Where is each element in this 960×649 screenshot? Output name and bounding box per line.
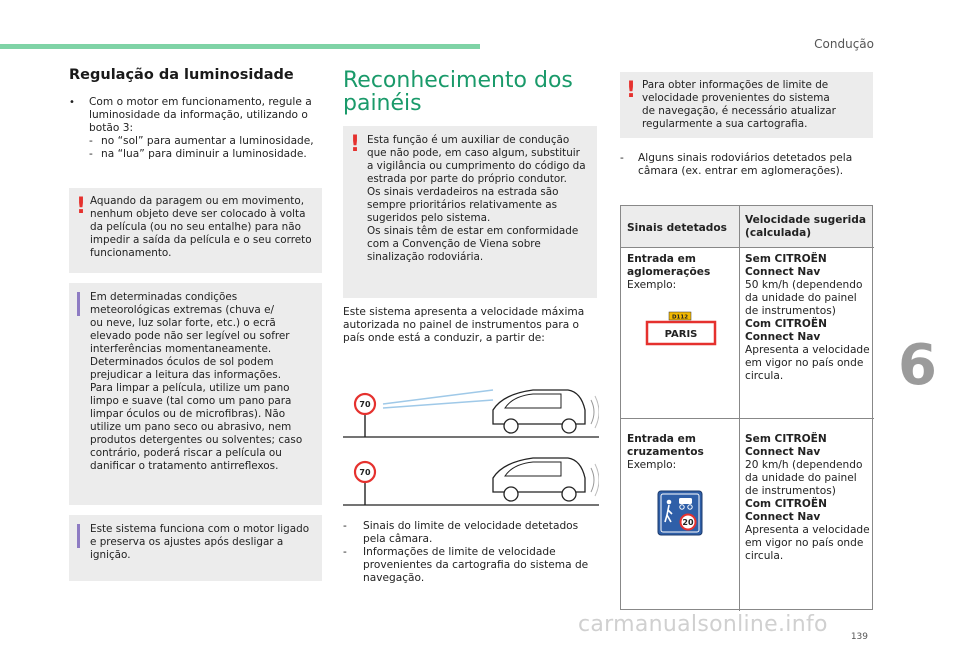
dash-item: - Informações de limite de velocidade — [343, 546, 556, 558]
column-header-speed: Velocidade sugerida (calculada) — [745, 214, 867, 239]
dash-item: - Sinais do limite de velocidade detetados — [343, 520, 579, 532]
step-line: luminosidade da informação, utilizando o — [89, 109, 308, 121]
warning-box-function — [343, 126, 597, 298]
luminosity-heading: Regulação da luminosidade — [69, 67, 294, 83]
table-row-sign: Entrada em cruzamentos Exemplo: — [627, 433, 704, 471]
info-icon — [77, 292, 80, 316]
dash-item: - no “sol” para aumentar a luminosidade, — [89, 135, 314, 147]
warning-box-cartography — [620, 72, 873, 138]
section-title: Condução — [814, 37, 874, 51]
dash-item: - na “lua” para diminuir a luminosidade. — [89, 148, 307, 160]
info-box-weather — [69, 283, 322, 505]
bullet-icon: • — [69, 97, 75, 108]
navigation-illustration — [343, 448, 599, 508]
warning-text: Para obter informações de limite de velocidade provenientes do sistema de navegação, é necessário atualizar regularmente a sua cartografia. — [642, 79, 836, 130]
row-divider — [621, 418, 874, 419]
warning-icon: ! — [350, 132, 361, 157]
dash-item-cont: navegação. — [363, 572, 425, 584]
speed-table — [620, 205, 873, 610]
chapter-number: 6 — [898, 333, 937, 398]
page-number: 139 — [850, 632, 868, 642]
sign-camera-illustration — [343, 380, 599, 440]
section-accent-bar — [0, 44, 480, 49]
column-header-signs: Sinais detetados — [627, 222, 727, 234]
camera-signs-item: - Alguns sinais rodoviários detetados pela câmara (ex. entrar em aglomerações). — [620, 152, 853, 177]
dash-item-cont: provenientes da cartografia do sistema de — [363, 559, 589, 571]
step-line: botão 3: — [89, 122, 134, 134]
table-row-sign: Entrada em aglomerações Exemplo: — [627, 253, 711, 291]
table-row-speed: Sem CITROËN Connect Nav 50 km/h (dependendo da unidade do painel de instrumentos) Com CITROËN Connect Nav Apresenta a velocidade em vigor no país onde circula. — [745, 253, 870, 382]
svg-text:70: 70 — [359, 400, 371, 409]
info-box-engine — [69, 515, 322, 581]
warning-box-film — [69, 188, 322, 273]
row-divider — [621, 247, 874, 248]
info-text: Este sistema funciona com o motor ligado e preserva os ajustes após desligar a ignição. — [90, 523, 310, 561]
warning-text: Aquando da paragem ou em movimento, nenhum objeto deve ser colocado à volta da película (ou no seu entalhe) para não impedir a saída da película e o seu correto funcionamento. — [90, 195, 312, 259]
source-list — [343, 520, 597, 585]
svg-text:PARIS: PARIS — [664, 329, 698, 340]
info-text: Em determinadas condições meteorológicas extremas (chuva e/ ou neve, luz solar forte, etc.) o ecrã elevado pode não ser legível ou sofrer interferências momentaneamente. Determinados óculos de sol podem prejudicar a leitura das informações. Para limpar a película, utilize um pano limpo e suave (tal como um pano para limpar óculos ou de microfibras). Não utilize um pano seco ou abrasivo, nem produtos detergentes ou solventes; caso contrário, poderá riscar a película ou danificar o tratamento antirreflexos. — [90, 291, 303, 472]
svg-text:20: 20 — [682, 518, 694, 527]
luminosity-steps — [69, 96, 314, 161]
svg-text:70: 70 — [359, 468, 371, 477]
intro-paragraph: Este sistema apresenta a velocidade máxima autorizada no painel de instrumentos para o país onde está a conduzir, a partir de: — [343, 306, 585, 344]
column-divider — [739, 206, 740, 611]
table-row-speed: Sem CITROËN Connect Nav 20 km/h (dependendo da unidade do painel de instrumentos) Com CITROËN Connect Nav Apresenta a velocidade em vigor no país onde circula. — [745, 433, 870, 562]
svg-text:D112: D112 — [671, 314, 689, 321]
warning-icon: ! — [76, 194, 87, 219]
warning-text: Esta função é um auxiliar de condução que não pode, em caso algum, substituir a vigilância ou cumprimento do código da estrada por parte do próprio condutor. Os sinais verdadeiros na estrada são sempre prioritários relativamente as sugeridos pelo sistema. Os sinais têm de estar em conformidade com a Convenção de Viena sobre sinalização rodoviária. — [367, 134, 586, 263]
paris-entry-sign — [645, 311, 717, 347]
watermark: carmanualsonline.info — [578, 612, 828, 637]
zone-20-sign — [657, 490, 703, 536]
page-title: Reconhecimento dos painéis — [343, 68, 573, 116]
step-line: • Com o motor em funcionamento, regule a — [69, 96, 312, 108]
info-icon — [77, 524, 80, 548]
warning-icon: ! — [626, 78, 637, 103]
dash-item-cont: pela câmara. — [363, 533, 433, 545]
